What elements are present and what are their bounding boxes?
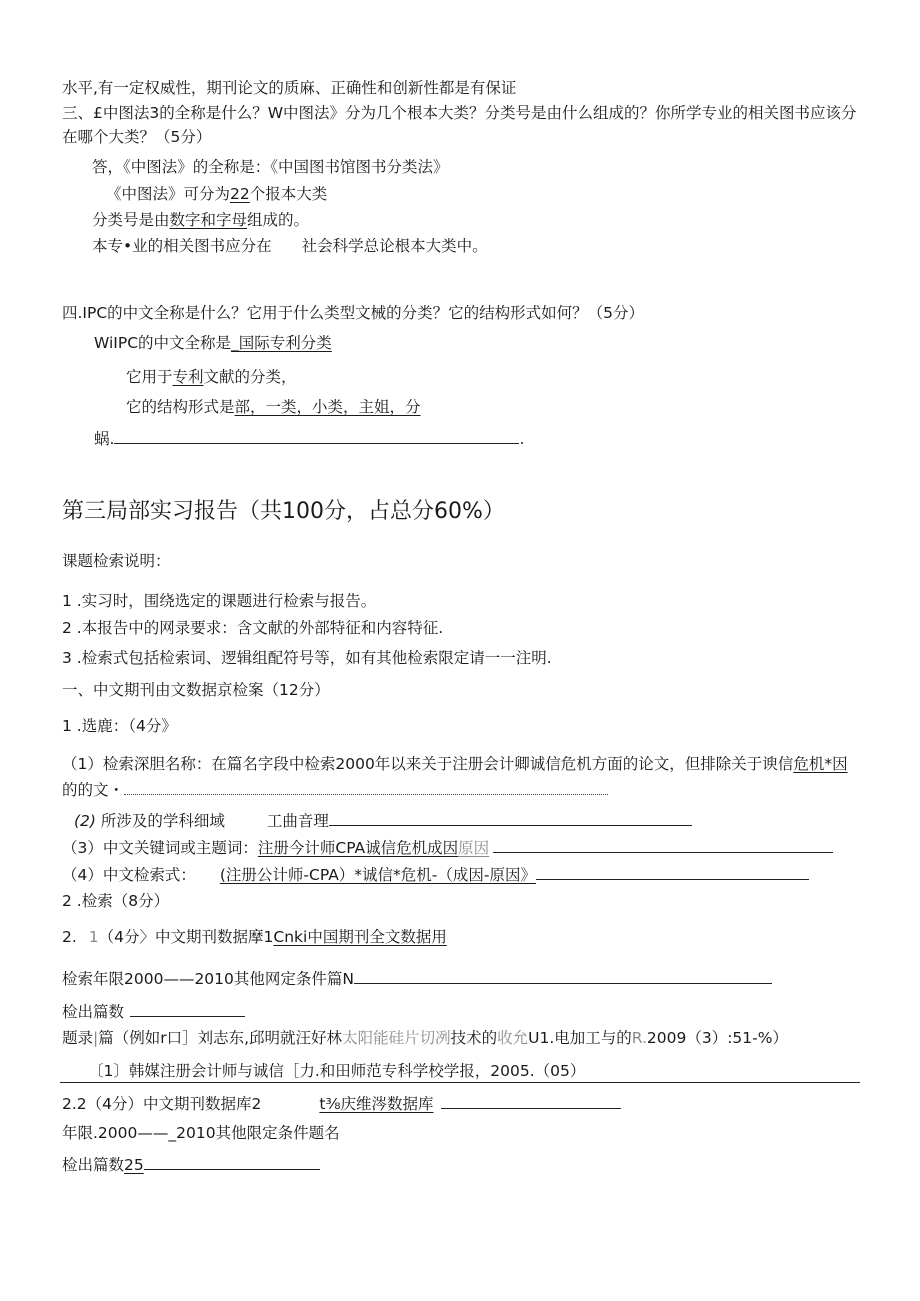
keywords: （3）中文关键词或主题词：注册今计师CPA诚信危机成因原因: [62, 836, 833, 858]
database-2: 2.2（4分）中文期刊数据库2 t⅜庆维涔数据库: [62, 1092, 621, 1114]
search-expression: （4）中文检索式： (注册公计师-CPA）*诚信*危机-（成因-原因》: [62, 863, 809, 885]
section-title: 第三局部实习报告（共100分，占总分60%）: [62, 499, 505, 524]
answer-4-line-2: 它用于专利文献的分类，: [126, 368, 297, 386]
answer-4-line-3: 它的结构形式是部，一类，小类，主姐，分: [126, 398, 421, 416]
year-range-2: 年限.2000——_2010其他限定条件题名: [62, 1124, 340, 1142]
citation-example: 题录|篇（例如r口］刘志东,邱明就汪好林太阳能硅片切冽技术的收允U1.电加工与的R.2009（3）:51-%）: [62, 1029, 788, 1047]
citation-1: 〔1〕韩媒注册会计师与诚信［力.和田师范专科学校学报，2005.（05）: [88, 1062, 586, 1080]
answer-3-line-1: 答，《中图法》的全称是：《中国图书馆图书分类法》: [92, 158, 449, 176]
topic-name-cont: 的的文・: [62, 780, 608, 800]
answer-4-line-4: 蜗. .: [94, 427, 524, 449]
question-3-cont: 在哪个大类？（5分）: [62, 128, 212, 146]
topic-name: （1）检索深胆名称：在篇名字段中检索2000年以来关于注册会计卿诚信危机方面的论文，但排除关于谀信危机*因: [62, 755, 848, 773]
section-2-title: 2 .检索（8分）: [62, 892, 170, 910]
rule-2: 2 .本报告中的网录要求：含文献的外部特征和内容特征.: [62, 619, 444, 637]
question-4: 四.IPC的中文全称是什么？它用于什么类型文械的分类？它的结构形式如何？（5分）: [62, 304, 645, 322]
question-3: 三、£中图法3的全称是什么？W中图法》分为几个根本大类？分类号是由什么组成的？你所学专业的相关图书应该分: [62, 104, 857, 122]
answer-3-line-2: 《中图法》可分为22个报本大类: [106, 185, 328, 203]
result-count-1: 检出篇数: [62, 1000, 245, 1022]
rule-1: 1 .实习时，围绕选定的课题进行检索与报告。: [62, 592, 377, 610]
subject-field: (2) 所涉及的学科细域 工曲音理: [74, 809, 692, 831]
answer-4-line-1: WiIPC的中文全称是_国际专利分类: [94, 334, 332, 352]
text-line-1: 水平,有一定权威性，期刊论文的质麻、正确性和创新性都是有保证: [62, 79, 517, 97]
result-count-2: 检出篇数25: [62, 1153, 320, 1175]
intro-label: 课题检索说明：: [62, 552, 171, 570]
database-1: 2. 1（4分〉中文期刊数据摩1Cnki中国期刊全文数据用: [62, 928, 447, 946]
separator-line: [60, 1082, 860, 1083]
answer-3-line-3: 分类号是由数字和字母组成的。: [92, 211, 310, 229]
rule-3: 3 .检索式包括检索词、逻辑组配符号等，如有其他检索限定请一一注明.: [62, 649, 552, 667]
answer-3-line-4: 本专•业的相关图书应分在 社会科学总论根本大类中。: [92, 237, 488, 255]
section-1-title: 一、中文期刊由文数据京检案（12分）: [62, 681, 330, 699]
year-range-1: 检索年限2000——2010其他网定条件篇N: [62, 967, 772, 989]
section-1-1: 1 .选鹿：（4分》: [62, 717, 177, 735]
